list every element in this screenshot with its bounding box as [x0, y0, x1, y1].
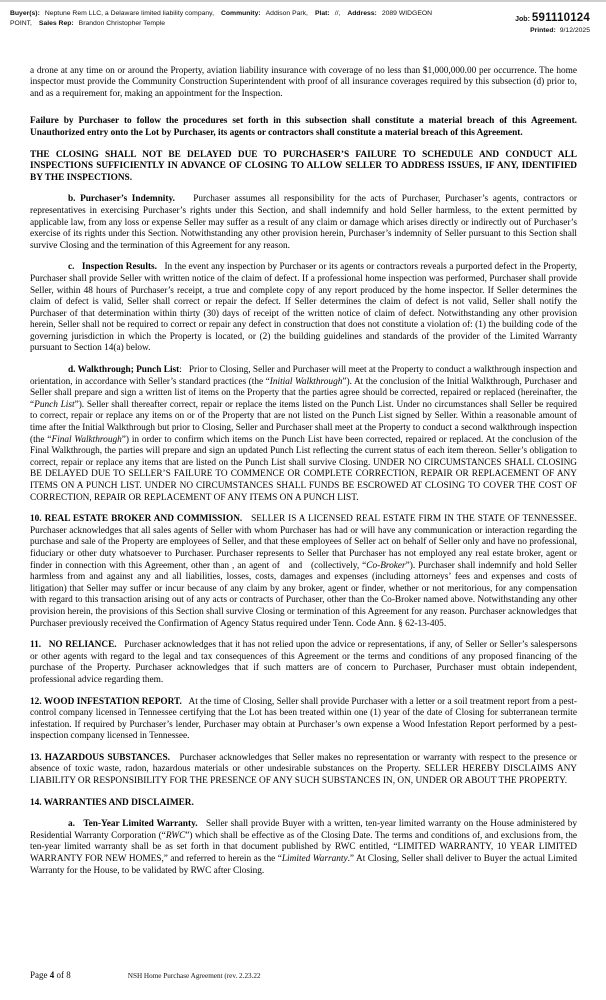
para-drone-insurance: a drone at any time on or around the Property, aviation liability insurance with coverage of no less than $1,000,000.00 per occurrence. The home inspector must provide the Community Construction Superintendent with proof of all insurance coverages required by this subsection (d) prior to, and as a requirement for, making an appointment for the Inspection.: [30, 65, 577, 99]
para-failure-breach: Failure by Purchaser to follow the procedures set forth in this subsection shall constitute a material breach of this Agreement. Unauthorized entry onto the Lot by Purchaser, its agents or contractors shall constitute a material breach of this Agreement.: [30, 116, 577, 138]
doc-revision-label: NSH Home Purchase Agreement (rev. 2.23.22: [127, 972, 261, 980]
printed-date: 9/12/2025: [559, 27, 590, 35]
para-closing-not-delayed: THE CLOSING SHALL NOT BE DELAYED DUE TO PURCHASER’S FAILURE TO SCHEDULE AND CONDUCT ALL INSPECTIONS SUFFICIENTLY IN ADVANCE OF CLOSING TO ALLOW SELLER TO ADDRESS ISSUES, IF ANY, IDENTIFIED BY THE INSPECTIONS.: [30, 149, 577, 183]
para-ten-year-warranty: a. Ten-Year Limited Warranty. Seller shall provide Buyer with a written, ten-year limited warranty on the House administered by Residential Warranty Corporation (“RWC”) which shall be effective as of the Closing Date. The terms and conditions of, and exclusions from, the ten-year limited warranty shall be as set forth in that document published by RWC entitled, “LIMITED WARRANTY, 10 YEAR LIMITED WARRANTY FOR NEW HOMES,” and referred to herein as the “Limited Warranty.” At Closing, Seller shall deliver to Buyer the actual Limited Warranty for the House, to be validated by RWC after Closing.: [30, 819, 577, 876]
para-broker-commission: 10. REAL ESTATE BROKER AND COMMISSION. SELLER IS A LICENSED REAL ESTATE FIRM IN THE STATE OF TENNESSEE. Purchaser acknowledges that all sales agents of Seller with whom Purchaser has had or will have any communication or interaction regarding the purchase and sale of the Property are employees of Seller, and that these employees of Seller act on behalf of Seller only and have no professional, fiduciary or other duty whatsoever to Purchaser. Purchaser represents to Seller that Purchaser has not employed any real estate broker, agent or finder in connection with this Agreement, other than , an agent of and (collectively, “Co-Broker”). Purchaser shall indemnify and hold Seller harmless from and against any and all liabilities, losses, costs, damages and expenses (including attorneys’ fees and expenses and costs of litigation) that Seller may suffer or incur because of any claim by any broker, agent or finder, whether or not meritorious, for any compensation with regard to this transaction arising out of any acts or contracts of Purchaser, other than the Co-Broker named above. Notwithstanding any other provision herein, the provisions of this Section shall survive Closing or termination of this Agreement for any reason. Purchaser acknowledges that Purchaser previously received the Confirmation of Agency Status required under Tenn. Code Ann. § 62-13-405.: [30, 514, 577, 629]
para-wood-infestation: 12. WOOD INFESTATION REPORT. At the time of Closing, Seller shall provide Purchaser with a letter or a soil treatment report from a pest-control company licensed in Tennessee certifying that the Lot has been treated within one (1) year of the date of Closing for subterranean termite infestation. If required by Purchaser’s lender, Purchaser may obtain at Purchaser’s own expense a Wood Infestation Report performed by a pest-inspection company licensed in Tennessee.: [30, 696, 577, 742]
para-no-reliance: 11. NO RELIANCE. Purchaser acknowledges that it has not relied upon the advice or representations, if any, of Seller or Seller’s salespersons or other agents with regard to the legal and tax consequences of this Agreement or the terms and conditions of any proposed financing of the purchase of the Property. Purchaser acknowledges that if such matters are of concern to Purchaser, Purchaser must obtain independent, professional advice regarding them.: [30, 640, 577, 685]
job-line: [515, 10, 590, 26]
para-purchasers-indemnity: b. Purchaser’s Indemnity. Purchaser assumes all responsibility for the acts of Purchaser, Purchaser’s agents, contractors or representatives in exercising Purchaser’s rights under this Section, and shall indemnify and hold Seller harmless, to the extent permitted by applicable law, from any loss or expense Seller may suffer as a result of any claim or damage which arises directly or indirectly out of Purchaser’s exercise of its rights under this Section. Notwithstanding any other provision herein, Purchaser’s indemnity of Seller pursuant to this Section shall survive Closing and the termination of this Agreement for any reason.: [30, 194, 577, 251]
page-number-label: Page 4 of 8: [30, 970, 71, 980]
document-body: [30, 36, 577, 878]
header-field: Sales Rep: Brandon Christopher Temple: [38, 19, 166, 27]
header-buyer-info: [10, 9, 462, 36]
header-field: Plat: //,: [314, 10, 341, 17]
job-label: Job:: [515, 16, 530, 23]
para-warranties-heading: 14. WARRANTIES AND DISCLAIMER.: [30, 797, 194, 808]
header-job-info: [515, 9, 590, 36]
header-field: Address: 2089 WIDGEON POINT,: [10, 10, 433, 27]
printed-label: Printed:: [530, 27, 556, 35]
header-field: Buyer(s): Neptune Rem LLC, a Delaware limited liability company,: [10, 10, 214, 17]
para-hazardous-substances: 13. HAZARDOUS SUBSTANCES. Purchaser acknowledges that Seller makes no representation or warranty with respect to the presence or absence of toxic waste, radon, hazardous materials or other undesirable substances on the Property. SELLER HEREBY DISCLAIMS ANY LIABILITY OR RESPONSIBILITY FOR THE PRESENCE OF ANY SUCH SUBSTANCES IN, ON, UNDER OR ABOUT THE PROPERTY.: [30, 752, 577, 787]
para-inspection-results: c. Inspection Results. In the event any inspection by Purchaser or its agents or contractors reveals a purported defect in the Property, Purchaser shall provide Seller with written notice of the claim of defect. If a professional home inspection was performed, Purchaser shall provide Seller, within 48 hours of Purchaser’s receipt, a true and complete copy of any report produced by the home inspector. If Seller determines the claim of defect is valid, Seller shall correct or repair the defect. If Seller determines the claim of defect is not valid, Seller shall notify the Purchaser of that determination within thirty (30) days of receipt of the written notice of claim of defect. Notwithstanding any other provision herein, Seller shall not be required to correct or repair any defect in construction that does not constitute a violation of: (1) the building code of the governing jurisdiction in which the Property is located, or (2) the building guidelines and standards of the provider of the Limited Warranty pursuant to Section 14(a) below.: [30, 262, 577, 354]
header-field: Community: Addison Park,: [220, 10, 308, 17]
para-walkthrough-punch-list: d. Walkthrough; Punch List: Prior to Closing, Seller and Purchaser will meet at the Property to conduct a walkthrough inspection and orientation, in accordance with Seller’s standard practices (the “Initial Walkthrough”). At the conclusion of the Initial Walkthrough, Purchaser and Seller shall prepare and sign a written list of items on the Property that the parties agree should be corrected, repaired or replaced (hereinafter, the “Punch List”). Seller shall thereafter correct, repair or replace the items listed on the Punch List. Under no circumstances shall Seller be required to correct, repair or replace any items on or of the Property that are not listed on the Punch List signed by Seller. Within a reasonable amount of time after the Initial Walkthrough but prior to Closing, Seller and Purchaser shall meet at the Property to conduct a second walkthrough inspection (the “Final Walkthrough”) in order to confirm which items on the Punch List have been corrected, repaired or replaced. At the conclusion of the Final Walkthrough, the parties will prepare and sign an updated Punch List reflecting the current status of each item thereon. Seller’s obligation to correct, repair or replace any items that are listed on the Punch List shall survive Closing. UNDER NO CIRCUMSTANCES SHALL CLOSING BE DELAYED DUE TO SELLER’S FAILURE TO COMMENCE OR COMPLETE CORRECTION, REPAIR OR REPLACEMENT OF ANY ITEMS ON A PUNCH LIST. UNDER NO CIRCUMSTANCES SHALL FUNDS BE ESCROWED AT CLOSING TO COVER THE COST OF CORRECTION, REPAIR OR REPLACEMENT OF ANY ITEMS ON A PUNCH LIST.: [30, 365, 578, 503]
page-header: [0, 2, 606, 36]
job-number: 591110124: [531, 12, 590, 24]
printed-line: [515, 26, 590, 36]
page-footer: [30, 970, 261, 980]
